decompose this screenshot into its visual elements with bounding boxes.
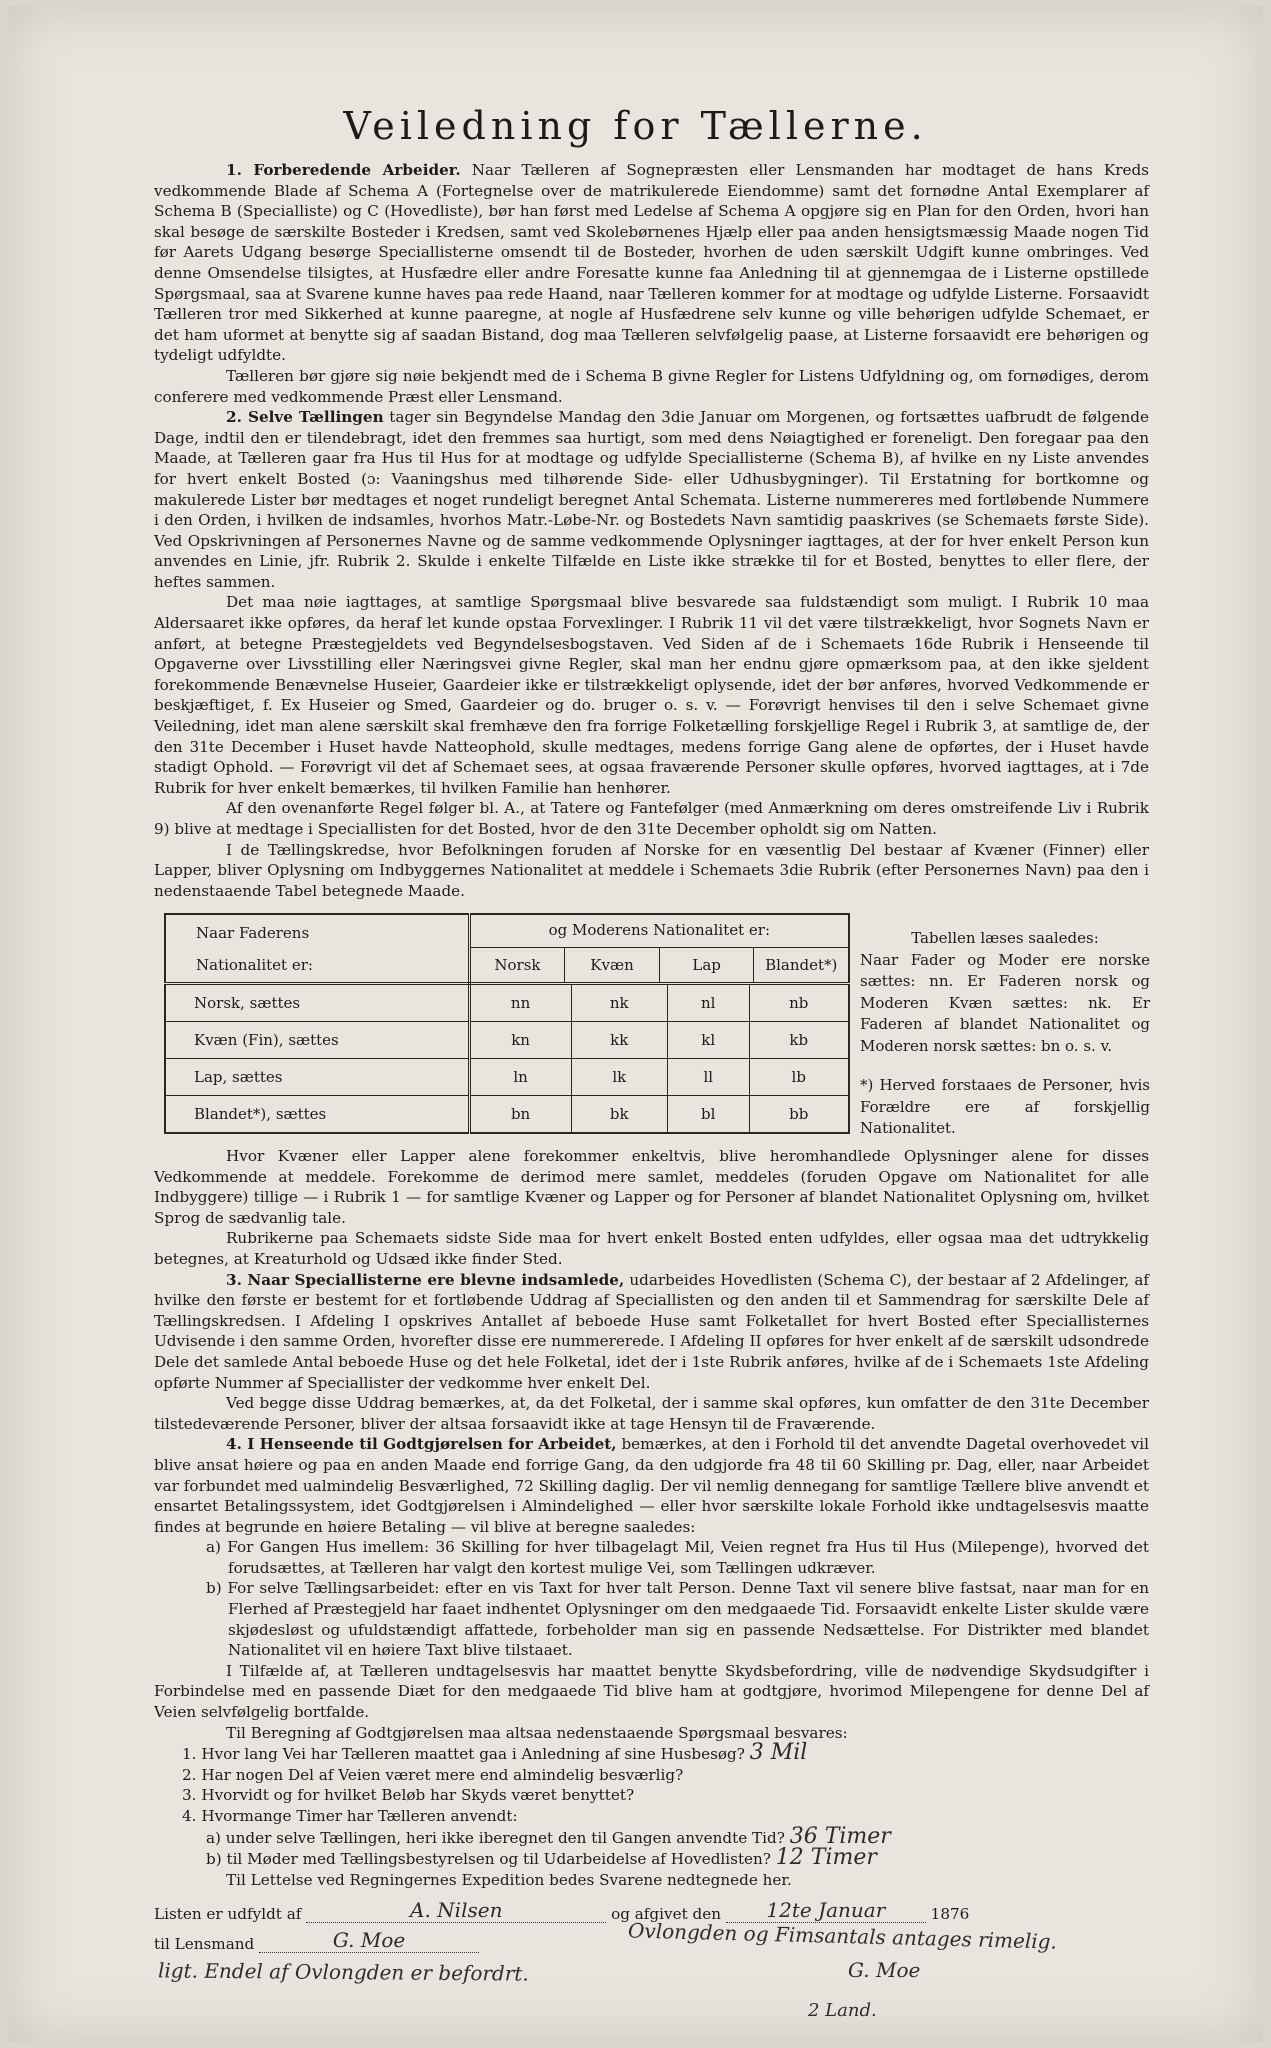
question-4: 4. Hvormange Timer har Tælleren anvendt:: [182, 1807, 518, 1825]
lensmand-field: [259, 1928, 479, 1953]
section-text-upper: [154, 160, 1149, 901]
question-1-text: 1. Hvor lang Vei har Tælleren maattet gaa i Anledning af sine Husbesøg?: [182, 1745, 745, 1764]
table-header-father-line1: Naar Faderens: [196, 923, 310, 942]
section-4-paragraph-3: Til Beregning af Godtgjørelsen maa altsaa nedenstaaende Spørgsmaal besvares:: [226, 1723, 848, 1742]
section-3-heading: 3. Naar Speciallisterne ere blevne indsamlede,: [226, 1270, 625, 1289]
nationality-table: [164, 913, 850, 1134]
section-2-heading: 2. Selve Tællingen: [226, 408, 384, 427]
table-cell: nb: [749, 984, 849, 1022]
submitted-date-field: [726, 1898, 926, 1923]
table-header-father-line2: Nationalitet er:: [196, 955, 313, 974]
handwritten-remark-1: Ovlongden og Fimsantals antages rimelig.: [627, 1918, 1058, 1954]
section-4-text: bemærkes, at den i Forhold til det anvendte Dagetal overhovedet vil blive ansat høiere og paa en anden Maade end forrige Gang, da den udgjorde fra 48 til 60 Skilling pr. Dag, eller, naar Arbeidet var forbundet med ualmindelig Besværlighed, 72 Skilling daglig. Der vil nemlig dennegang for samtlige Tællere blive anvendt et ensartet Betalingssystem, idet Godtgjørelsen i Almindelighed — eller hvor særskilte lokale Forhold ikke undtagelsesvis maatte findes at begrunde en høiere Betaling — vil blive at beregne saaledes:: [154, 1435, 1149, 1536]
payment-list: [154, 1537, 1149, 1661]
table-cell: lk: [571, 1059, 667, 1096]
handwritten-signature: G. Moe: [848, 1958, 921, 1982]
question-list: [154, 1740, 1149, 1890]
table-row: [165, 1022, 849, 1059]
table-cell: kk: [571, 1022, 667, 1059]
table-cell: ll: [667, 1059, 749, 1096]
payment-item-a: a) For Gangen Hus imellem: 36 Skilling for hver tilbagelagt Mil, Veien regnet fra Hus til Hus (Milepenge), hvorved det forudsættes, at Tælleren har valgt den kortest mulige Vei, som Tællingen udkræver.: [206, 1538, 1149, 1577]
question-1-answer: 3 Mil: [749, 1740, 808, 1766]
question-4b-answer: 12 Timer: [775, 1845, 877, 1871]
table-header-row: [165, 914, 849, 984]
paragraph-after-table-1: Hvor Kvæner eller Lapper alene forekommer enkeltvis, blive heromhandlede Oplysninger alene for disses Vedkommende at meddele. Forekomme de derimod mere samlet, meddeles (foruden Opgave om Nationalitet for alle Indbyggere) tillige — i Rubrik 1 — for samtlige Kvæner og Lapper og for Personer af blandet Nationalitet Oplysning om, hvilket Sprog de sædvanlig tale.: [154, 1147, 1149, 1227]
row-label: Blandet*), sættes: [165, 1096, 469, 1134]
filled-by-field: [306, 1898, 606, 1923]
lensmand-name: G. Moe: [332, 1928, 406, 1952]
question-1: [154, 1740, 1149, 1766]
column-header: Blandet*): [765, 956, 838, 974]
filled-by-label: Listen er udfyldt af: [154, 1905, 302, 1923]
section-4-paragraph-2: I Tilfælde af, at Tælleren undtagelsesvis har maattet benytte Skydsbefordring, ville de nødvendige Skydsudgifter i Forbindelse med en passende Diæt for den medgaaede Tid blive ham at godtgjøre, hvorimod Milepengene for denne Del af Veien selvfølgelig bortfalde.: [154, 1661, 1149, 1722]
section-2-paragraph-3: Af den ovenanførte Regel følger bl. A., at Tatere og Fantefølger (med Anmærkning om deres omstreifende Liv i Rubrik 9) blive at medtage i Speciallisten for det Bosted, hvor de den 31te December opholdt sig om Natten.: [154, 799, 1149, 838]
section-4-paragraph: [154, 1434, 1149, 1537]
section-text-lower: [154, 1146, 1149, 1890]
table-header-father: [165, 914, 469, 984]
table-cell: kb: [749, 1022, 849, 1059]
question-2: 2. Har nogen Del af Veien været mere end almindelig besværlig?: [182, 1765, 684, 1784]
section-2-paragraph: [154, 407, 1149, 592]
table-cell: ln: [469, 1059, 571, 1096]
column-header: Lap: [660, 948, 755, 982]
closing-instruction: Til Lettelse ved Regningernes Expedition bedes Svarene nedtegnede her.: [226, 1870, 792, 1889]
table-cell: nk: [571, 984, 667, 1022]
table-row: [165, 1059, 849, 1096]
table-row: [165, 1096, 849, 1134]
table-note-text: Naar Fader og Moder ere norske sættes: nn. Er Faderen norsk og Moderen Kvæn sættes: nk. Er Faderen af blandet Nationalitet og Moderen norsk sættes: bn o. s. v.: [860, 950, 1150, 1055]
table-cell: bk: [571, 1096, 667, 1134]
question-4b-text: b) til Møder med Tællingsbestyrelsen og til Udarbeidelse af Hovedlisten?: [206, 1850, 771, 1869]
section-3-paragraph-2: Ved begge disse Uddrag bemærkes, at, da det Folketal, der i samme skal opføres, kun omfatter de den 31te December tilstedeværende Personer, bliver der altsaa forsaavidt ikke at tage Hensyn til de Fraværende.: [154, 1394, 1149, 1433]
handwritten-remark-2: ligt. Endel af Ovlongden er befordrt.: [157, 1958, 529, 1986]
submitted-label: og afgivet den: [611, 1905, 722, 1923]
handwritten-signature-2: 2 Land.: [808, 2000, 877, 2021]
table-note-heading: Tabellen læses saaledes:: [911, 929, 1099, 947]
table-cell: kn: [469, 1022, 571, 1059]
column-header: Kvæn: [565, 948, 660, 982]
table-header-mother: [469, 914, 849, 984]
table-note-footnote: *) Herved forstaaes de Personer, hvis Forældre ere af forskjellig Nationalitet.: [860, 1076, 1150, 1137]
section-3-paragraph: [154, 1270, 1149, 1394]
payment-item-b: b) For selve Tællingsarbeidet: efter en vis Taxt for hver talt Person. Denne Taxt vil senere blive fastsat, naar man for en Flerhed af Præstegjeld har faaet indhentet Oplysninger om den medgaaede Tid. Forsaavidt enkelte Lister skulde være skjødesløst og ufuldstændigt affattede, forbeholder man sig en passende Nedsættelse. For Distrikter med blandet Nationalitet vil en høiere Taxt blive tilstaaet.: [206, 1579, 1149, 1660]
row-label: Lap, sættes: [165, 1059, 469, 1096]
paragraph-after-table-2: Rubrikerne paa Schemaets sidste Side maa for hvert enkelt Bosted enten udfyldes, eller ogsaa maa det udtrykkelig betegnes, at Kreaturhold og Udsæd ikke finder Sted.: [154, 1229, 1149, 1268]
table-cell: nl: [667, 984, 749, 1022]
section-1-paragraph-2: Tælleren bør gjøre sig nøie bekjendt med de i Schema B givne Regler for Listens Udfyldning og, om fornødiges, derom conferere med vedkommende Præst eller Lensmand.: [154, 366, 1149, 406]
question-3: 3. Hvorvidt og for hvilket Beløb har Skyds været benyttet?: [182, 1786, 635, 1805]
page-title: Veiledning for Tællerne.: [343, 104, 928, 148]
section-2-paragraph-2: Det maa nøie iagttages, at samtlige Spørgsmaal blive besvarede saa fuldstændigt som muligt. I Rubrik 10 maa Aldersaaret ikke opføres, da heraf let kunde opstaa Forvexlinger. I Rubrik 11 vil det være tilstrækkeligt, hvor Sognets Navn er anført, at betegne Præstegjeldets ved Begyndelsesbogstaven. Ved Siden af de i Schemaets 16de Rubrik i Henseende til Opgaverne over Livsstilling eller Næringsvei givne Regler, skal man her endnu gjøre opmærksom paa, at den ikke sjeldent forekommende Benævnelse Huseier, Gaardeier ikke er tilstrækkeligt oplysende, idet der bør anføres, hvorved Vedkommende er beskjæftiget, f. Ex Huseier og Smed, Gaardeier og do. bruger o. s. v. — Forøvrigt henvises til den i selve Schemaet givne Veiledning, idet man alene særskilt skal fremhæve den fra forrige Folketælling forskjellige Regel i Rubrik 3, at samtlige de, der den 31te December i Huset havde Natteophold, skulle medtages, medens forrige Gang alene de opførtes, der i Huset havde stadigt Ophold. — Forøvrigt vil det af Schemaet sees, at ogsaa fraværende Personer skulle opføres, hvorved iagttages, at i 7de Rubrik for hver enkelt bemærkes, til hvilken Familie han henhører.: [154, 593, 1149, 797]
row-label: Norsk, sættes: [165, 984, 469, 1022]
table-cell: bl: [667, 1096, 749, 1134]
lensmand-label: til Lensmand: [154, 1935, 255, 1953]
section-1-paragraph: [154, 160, 1149, 366]
document-page: [8, 6, 1263, 2042]
submitted-date: 12te Januar: [766, 1898, 886, 1922]
section-1-heading: 1. Forberedende Arbeider.: [226, 161, 461, 179]
table-row: [165, 984, 849, 1022]
table-column-headers: [471, 948, 848, 982]
section-4-heading: 4. I Henseende til Godtgjørelsen for Arbeidet,: [226, 1435, 617, 1454]
table-cell: kl: [667, 1022, 749, 1059]
question-4a: [154, 1823, 1149, 1849]
table-cell: bn: [469, 1096, 571, 1134]
row-label: Kvæn (Fin), sættes: [165, 1022, 469, 1059]
section-2-paragraph-4: I de Tællingskredse, hvor Befolkningen foruden af Norske for en væsentlig Del bestaar af Kvæner (Finner) eller Lapper, bliver Oplysning om Indbyggernes Nationalitet at meddele i Schemaets 3die Rubrik (efter Personernes Navn) paa den i nedenstaaende Tabel betegnede Maade.: [154, 840, 1149, 900]
question-4b: [154, 1845, 1149, 1871]
section-3-text: udarbeides Hovedlisten (Schema C), der bestaar af 2 Afdelinger, af hvilke den første er bestemt for et fortløbende Uddrag af Speciallisten og den anden til et Sammendrag for særskilte Dele af Tællingskredsen. I Afdeling I opskrives Antallet af beboede Huse samt Folketallet for hvert Bosted efter Speciallisternes Udvisende i den samme Orden, hvorefter disse ere nummererede. I Afdeling II opføres for hver enkelt af de særskilt udsondrede Dele det samlede Antal beboede Huse og det hele Folketal, idet der i 1ste Rubrik anføres, hvilke af de i Schemaets 1ste Afdeling opførte Nummer af Speciallister der vedkomme hver enkelt Del.: [154, 1270, 1149, 1392]
section-1-text: Naar Tælleren af Sognepræsten eller Lensmanden har modtaget de hans Kreds vedkommende Blade af Schema A (Fortegnelse over de matrikulerede Eiendomme) samt det fornødne Antal Exemplarer af Schema B (Specialliste) og C (Hovedliste), bør han først med Ledelse af Schema A opgjøre sig en Plan for den Orden, hvori han skal besøge de særskilte Bosteder i Kredsen, samt ved Skolebørnenes Hjælp eller paa anden hensigtsmæssig Maade nogen Tid før Aarets Udgang besørge Speciallisterne omsendt til de Bosteder, hvorhen de uden særskilt Udgift kunne ombringes. Ved denne Omsendelse tilsigtes, at Husfædre eller andre Foresatte kunne faa Anledning til at gjennemgaa de i Listerne opstillede Spørgsmaal, saa at Svarene kunne haves paa rede Haand, naar Tælleren kommer for at modtage og udfylde Listerne. Forsaavidt Tælleren tror med Sikkerhed at kunne paaregne, at nogle af Husfædrene selv kunne og ville behørigen udfylde Schemaet, er det ham uformet at benytte sig af saadan Bistand, dog maa Tælleren selvfølgelig paase, at Listerne forsaavidt ere behørigen og tydeligt udfyldte.: [154, 161, 1149, 365]
table-cell: nn: [469, 984, 571, 1022]
section-2-text: tager sin Begyndelse Mandag den 3die Januar om Morgenen, og fortsættes uafbrudt de følgende Dage, indtil den er tilendebragt, idet den fremmes saa hurtigt, som med dens Nøiagtighed er foreneligt. Den foregaar paa den Maade, at Tælleren gaar fra Hus til Hus for at modtage og udfylde Speciallisterne (Schema B), af hvilke en ny Liste anvendes for hvert enkelt Bosted (ɔ: Vaaningshus med tilhørende Side- eller Udhusbygninger). Til Erstatning for bortkomne og makulerede Lister bør medtages et noget rundeligt beregnet Antal Schemata. Listerne nummereres med fortløbende Nummere i den Orden, i hvilken de indsamles, hvorhos Matr.-Løbe-Nr. og Bostedets Navn samtidig paaskrives (se Schemaets første Side). Ved Opskrivningen af Personernes Navne og de samme vedkommende Oplysninger iagttages, at der for hver enkelt Person kun anvendes en Linie, jfr. Rubrik 2. Skulde i enkelte Tilfælde en Liste ikke strække til for et Bosted, benyttes to eller flere, der heftes sammen.: [154, 408, 1149, 591]
question-4a-answer: 36 Timer: [789, 1823, 891, 1849]
column-header: Norsk: [471, 948, 566, 982]
table-cell: bb: [749, 1096, 849, 1134]
table-cell: lb: [749, 1059, 849, 1096]
submitted-year: 1876: [930, 1905, 970, 1923]
filled-by-name: A. Nilsen: [410, 1898, 503, 1922]
question-4a-text: a) under selve Tællingen, heri ikke iberegnet den til Gangen anvendte Tid?: [206, 1828, 785, 1847]
table-note: [860, 928, 1150, 1140]
table-header-mother-label: og Moderens Nationalitet er:: [471, 915, 848, 948]
